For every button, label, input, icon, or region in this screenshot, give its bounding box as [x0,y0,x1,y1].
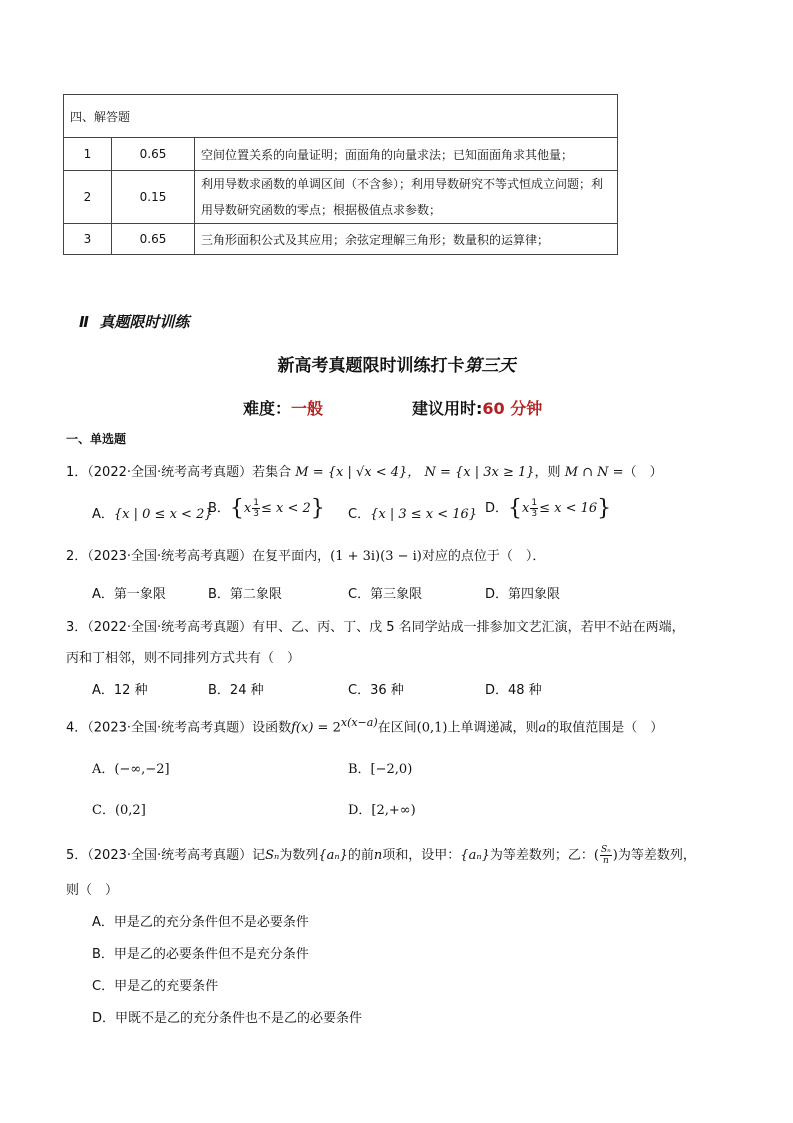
row-difficulty: 0.15 [112,171,195,224]
q4-exponent: x(x−a) [340,716,378,729]
q4-mid2: 上单调递减，则 [447,720,539,736]
time-label: 建议用时: [412,399,483,418]
q5-suffix: 为等差数列， [617,848,696,863]
difficulty-label: 难度： [243,399,292,418]
q4-mid: 在区间 [377,720,417,736]
q4-option-a[interactable]: A．(−∞,−2] [92,762,170,777]
brace-close: } [597,496,612,521]
title-day: 第三天 [464,356,516,376]
title-main: 新高考真题限时训练打卡 [277,356,465,376]
option-text: ≤ x < 16 [539,501,598,516]
topics-line: 三角形面积公式及其应用；余弦定理解三角形；数量积的运算律； [201,232,550,247]
fraction-num: 1 [253,498,259,508]
q4-option-b[interactable]: B．[−2,0) [348,762,413,777]
question-3-line1: 3．（2022·全国·统考高考真题）有甲、乙、丙、丁、戊 5 名同学站成一排参加文艺汇演，若甲不站在两端， [66,620,685,635]
topics-line: 用导数研究函数的零点；根据极值点求参数； [201,203,442,217]
option-text: {x | 0 ≤ x < 2} [113,507,213,522]
table-row [64,138,618,171]
q1-option-d[interactable] [485,496,611,521]
topics-line: 空间位置关系的向量证明；面面角的向量求法；已知面面角求其他量； [201,147,574,162]
q1-intersection: M ∩ N = [564,465,624,480]
q3-option-b[interactable]: B．24 种 [208,683,264,698]
section-label: 真题限时训练 [99,313,190,331]
page-title [0,351,793,376]
option-letter: B． [208,501,230,516]
topics-line: 利用导数求函数的单调区间（不含参）；利用导数研究不等式恒成立问题；利 [201,177,604,191]
time-line [412,396,542,419]
fraction-den: n [602,856,609,866]
question-2 [66,545,545,564]
brace-close: } [310,496,325,521]
q2-option-c[interactable]: C．第三象限 [348,587,423,602]
q5-mid2: 的前 [347,848,374,863]
q5-an2: {aₙ} [460,848,490,863]
fraction [530,498,538,519]
q2-option-b[interactable]: B．第二象限 [208,587,282,602]
q4-interval: (0,1) [416,720,448,736]
table-section-header: 四、解答题 [64,95,618,138]
q1-end: （ ） [623,465,663,480]
q5-mid3: 项和，设甲： [382,848,461,863]
option-var: x [522,501,530,516]
q5-option-c[interactable]: C．甲是乙的充要条件 [92,979,219,994]
q2-expr: (1 + 3i)(3 − i) [330,549,422,564]
q1-prefix: 1．（2022·全国·统考高考真题）若集合 [66,465,292,480]
brace-open: { [229,496,244,521]
table-row [64,171,618,224]
q1-option-a[interactable] [92,503,213,522]
analysis-table [63,94,618,255]
part-title: 一、单选题 [66,432,127,446]
q4-option-c[interactable]: C．(0,2] [92,803,146,818]
fraction-num: Sₙ [600,845,611,855]
q1-option-c[interactable] [348,503,477,522]
q3-option-d[interactable]: D．48 种 [485,683,542,698]
q1-set-n: N = {x | 3x ≥ 1} [424,465,535,480]
question-4 [66,716,663,735]
fraction [252,498,260,519]
option-text: ≤ x < 2 [261,501,311,516]
q1-option-b[interactable] [208,496,325,521]
q1-mid: ，则 [534,465,561,480]
section-heading [79,311,189,332]
q5-fraction [600,845,612,866]
q1-set-m: M = {x | √x < 4}， [295,465,421,480]
q3-option-a[interactable]: A．12 种 [92,683,148,698]
q4-suffix: 的取值范围是（ ） [546,720,664,736]
q5-n: n [373,848,383,863]
q4-prefix: 4．（2023·全国·统考高考真题）设函数 [66,720,292,736]
q5-option-b[interactable]: B．甲是乙的必要条件但不是充分条件 [92,947,309,962]
row-topics [195,138,618,171]
question-5: 5．（2023·全国·统考高考真题）记Sₙ为数列{aₙ}的前n项和，设甲：{aₙ}为等差数列；乙：( $\frac{\text{Sₙ}}{n}$ )为等差数列， [66,845,696,866]
q2-suffix: 对应的点位于（ ）． [421,549,546,564]
q4-function: f(x) = [291,720,333,736]
q4-var-a: a [538,720,547,736]
q2-prefix: 2．（2023·全国·统考高考真题）在复平面内， [66,549,331,564]
q5-option-d[interactable]: D．甲既不是乙的充分条件也不是乙的必要条件 [92,1011,363,1026]
section-roman: Ⅱ [79,313,89,331]
option-letter: A． [92,507,114,522]
row-topics [195,171,618,224]
question-1 [66,461,663,480]
fraction-num: 1 [531,498,538,508]
difficulty-line [243,396,323,419]
q3-option-c[interactable]: C．36 种 [348,683,404,698]
question-5-line2: 则（ ） [66,883,119,898]
row-number: 3 [64,224,112,255]
q2-option-a[interactable]: A．第一象限 [92,587,166,602]
difficulty-value: 一般 [291,399,324,418]
q5-option-a[interactable]: A．甲是乙的充分条件但不是必要条件 [92,915,309,930]
option-letter: C． [348,507,371,522]
row-number: 2 [64,171,112,224]
q4-option-d[interactable]: D．[2,+∞) [348,803,416,818]
row-topics [195,224,618,255]
q5-mid: 为数列 [279,848,319,863]
fraction-den: 3 [531,509,538,519]
brace-open: { [508,496,523,521]
time-value: 60 分钟 [482,399,543,418]
row-difficulty: 0.65 [112,138,195,171]
question-3-line2: 丙和丁相邻，则不同排列方式共有（ ） [66,651,301,666]
q4-base: 2 [332,720,341,736]
option-var: x [243,501,252,516]
q5-an: {aₙ} [318,848,348,863]
row-number: 1 [64,138,112,171]
q5-sn: Sₙ [265,848,280,863]
fraction-den: 3 [253,509,259,519]
table-row [64,224,618,255]
q5-prefix: 5．（2023·全国·统考高考真题）记 [66,848,266,863]
q2-option-d[interactable]: D．第四象限 [485,587,561,602]
option-text: {x | 3 ≤ x < 16} [370,507,478,522]
q5-mid4: 为等差数列；乙： [489,848,594,863]
row-difficulty: 0.65 [112,224,195,255]
option-letter: D． [485,501,509,516]
